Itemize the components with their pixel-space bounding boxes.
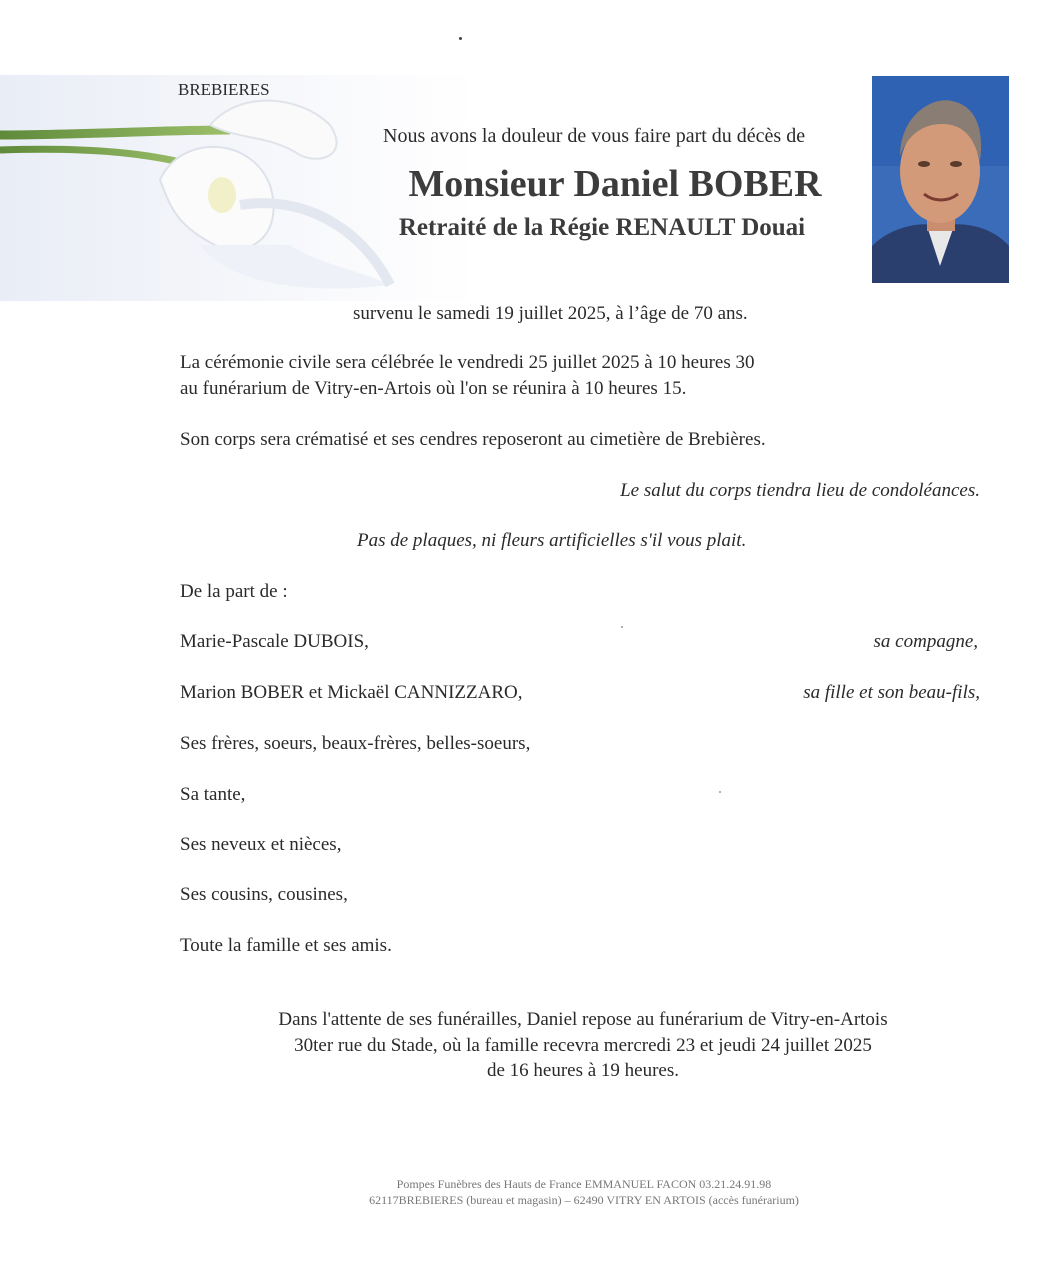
family-member-name: Ses cousins, cousines,: [180, 884, 348, 905]
family-member-name: Marie-Pascale DUBOIS,: [180, 631, 369, 652]
family-member-relation: sa fille et son beau-fils,: [803, 682, 980, 703]
death-date-line: survenu le samedi 19 juillet 2025, à l’âge de 70 ans.: [353, 303, 748, 324]
visitation-line-3: de 16 heures à 19 heures.: [486, 1060, 680, 1081]
deceased-name: Monsieur Daniel BOBER: [408, 163, 822, 205]
visitation-line-2: 30ter rue du Stade, où la famille recevra mercredi 23 et jeudi 24 juillet 2025: [294, 1035, 872, 1056]
family-member-relation: sa compagne,: [873, 631, 978, 652]
footer-line-2: 62117BREBIERES (bureau et magasin) – 62490 VITRY EN ARTOIS (accès funérarium): [369, 1193, 799, 1207]
footer-line-1: Pompes Funèbres des Hauts de France EMMANUEL FACON 03.21.24.91.98: [396, 1177, 772, 1191]
family-intro: De la part de :: [180, 581, 288, 602]
scan-speck: [719, 791, 721, 793]
deceased-role: Retraité de la Régie RENAULT Douai: [398, 214, 806, 241]
family-member-name: Marion BOBER et Mickaël CANNIZZARO,: [180, 682, 523, 703]
scan-speck: [621, 626, 623, 628]
ceremony-line-1: La cérémonie civile sera célébrée le vendredi 25 juillet 2025 à 10 heures 30: [180, 352, 755, 373]
visitation-line-1: Dans l'attente de ses funérailles, Daniel repose au funérarium de Vitry-en-Artois: [278, 1009, 888, 1030]
family-member-name: Ses frères, soeurs, beaux-frères, belles-soeurs,: [180, 733, 531, 754]
family-member-name: Ses neveux et nièces,: [180, 834, 342, 855]
town-name: BREBIERES: [178, 80, 270, 99]
no-plaques-line: Pas de plaques, ni fleurs artificielles s'il vous plait.: [357, 530, 747, 551]
scan-speck: [459, 37, 462, 40]
family-member-name: Sa tante,: [180, 784, 246, 805]
ceremony-line-2: au funérarium de Vitry-en-Artois où l'on se réunira à 10 heures 15.: [180, 378, 687, 399]
intro-text: Nous avons la douleur de vous faire part du décès de: [383, 125, 806, 147]
condolences-line: Le salut du corps tiendra lieu de condoléances.: [620, 480, 980, 501]
cremation-line: Son corps sera crématisé et ses cendres reposeront au cimetière de Brebières.: [180, 429, 766, 450]
family-member-name: Toute la famille et ses amis.: [180, 935, 392, 956]
